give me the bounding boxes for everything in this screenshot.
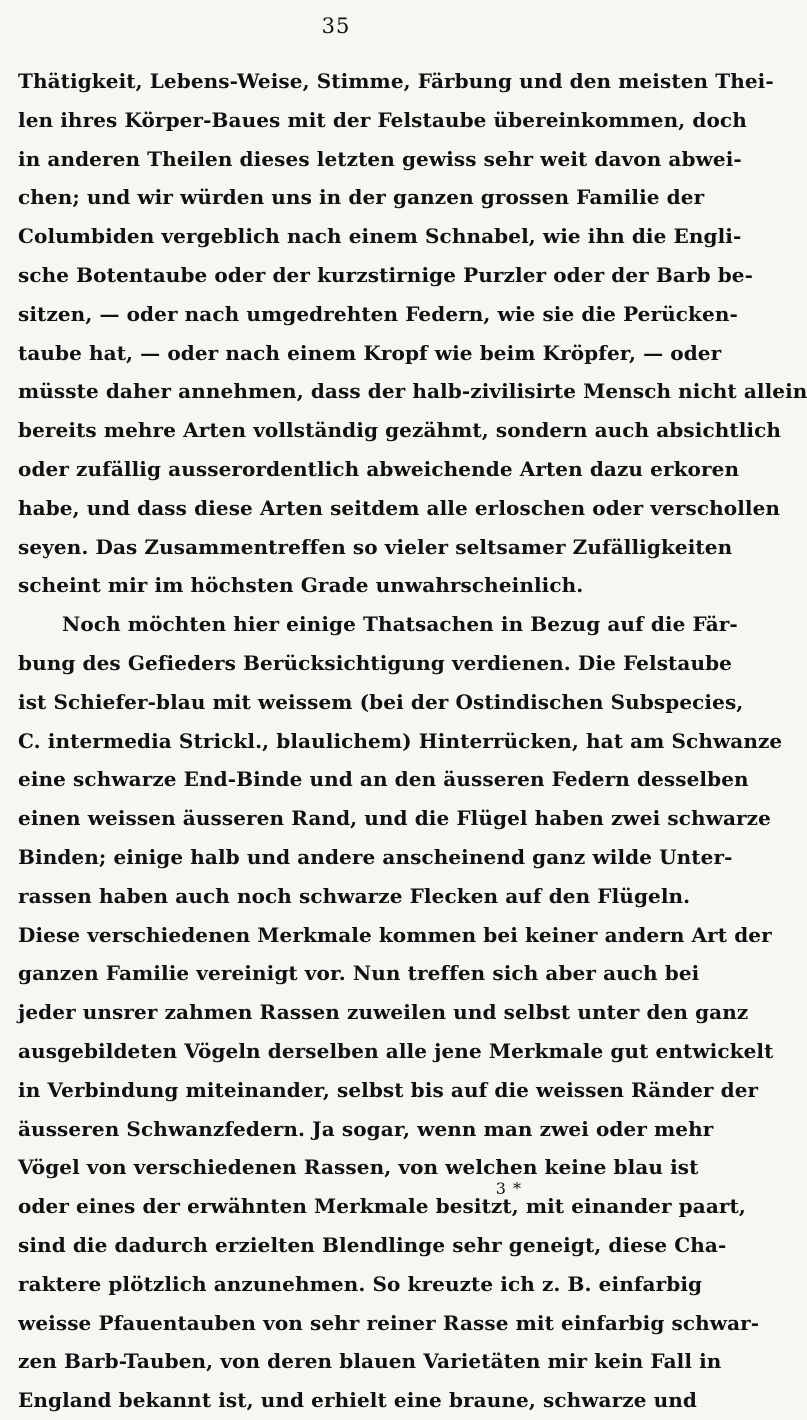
text-line: taube hat, — oder nach einem Kropf wie beim Kröpfer, — oder <box>18 340 722 365</box>
text-line: müsste daher annehmen, dass der halb-zivilisirte Mensch nicht allein <box>18 379 807 404</box>
text-line: rassen haben auch noch schwarze Flecken auf den Flügeln. <box>18 883 691 908</box>
text-line: seyen. Das Zusammentreffen so vieler seltsamer Zufälligkeiten <box>18 534 733 559</box>
text-line: bereits mehre Arten vollständig gezähmt, sondern auch absichtlich <box>18 418 782 443</box>
text-line: weisse Pfauentauben von sehr reiner Rasse mit einfarbig schwar- <box>18 1310 760 1335</box>
text-line: sitzen, — oder nach umgedrehten Federn, wie sie die Perücken- <box>18 301 738 326</box>
text-line: Diese verschiedenen Merkmale kommen bei keiner andern Art der <box>18 922 772 947</box>
text-line: len ihres Körper-Baues mit der Felstaube übereinkommen, doch <box>18 107 747 132</box>
text-line: Columbiden vergeblich nach einem Schnabel, wie ihn die Engli- <box>18 224 742 249</box>
text-line: raktere plötzlich anzunehmen. So kreuzte ich z. B. einfarbig <box>18 1271 703 1296</box>
text-line: scheint mir im höchsten Grade unwahrscheinlich. <box>18 573 584 598</box>
text-line: einen weissen äusseren Rand, und die Flügel haben zwei schwarze <box>18 806 771 831</box>
text-line: sind die dadurch erzielten Blendlinge sehr geneigt, diese Cha- <box>18 1232 727 1257</box>
signature-mark: 3 * <box>495 1179 522 1198</box>
text-line: ganzen Familie vereinigt vor. Nun treffen sich aber auch bei <box>18 961 700 986</box>
text-line: Binden; einige halb und andere anscheinend ganz wilde Unter- <box>18 844 733 869</box>
text-line: bung des Gefieders Berücksichtigung verdienen. Die Felstaube <box>18 650 732 675</box>
text-line: ist Schiefer-blau mit weissem (bei der Ostindischen Subspecies, <box>18 689 744 714</box>
text-line: in Verbindung miteinander, selbst bis auf die weissen Ränder der <box>18 1077 759 1102</box>
text-line: in anderen Theilen dieses letzten gewiss sehr weit davon abwei- <box>18 146 742 171</box>
page-number: 35 <box>321 14 351 38</box>
text-line: Vögel von verschiedenen Rassen, von welchen keine blau ist <box>18 1155 699 1180</box>
text-line: chen; und wir würden uns in der ganzen grossen Familie der <box>18 185 705 210</box>
text-line: zen Barb-Tauben, von deren blauen Varietäten mir kein Fall in <box>18 1349 722 1374</box>
text-line: eine schwarze End-Binde und an den äusseren Federn desselben <box>18 767 749 792</box>
text-line: Noch möchten hier einige Thatsachen in Bezug auf die Fär- <box>62 612 738 637</box>
text-line: jeder unsrer zahmen Rassen zuweilen und selbst unter den ganz <box>18 1000 749 1025</box>
text-line: England bekannt ist, und erhielt eine braune, schwarze und <box>18 1388 697 1413</box>
text-line: sche Botentaube oder der kurzstirnige Purzler oder der Barb be- <box>18 262 754 287</box>
text-line: habe, und dass diese Arten seitdem alle erloschen oder verschollen <box>18 495 781 520</box>
text-line: Thätigkeit, Lebens-Weise, Stimme, Färbung und den meisten Thei- <box>18 69 774 93</box>
text-line: oder eines der erwähnten Merkmale besitzt, mit einander paart, <box>18 1194 746 1219</box>
text-line: oder zufällig ausserordentlich abweichende Arten dazu erkoren <box>18 456 740 481</box>
body-text <box>18 62 807 1420</box>
text-line: ausgebildeten Vögeln derselben alle jene Merkmale gut entwickelt <box>18 1038 774 1063</box>
text-line: äusseren Schwanzfedern. Ja sogar, wenn man zwei oder mehr <box>18 1116 714 1141</box>
text-line: C. intermedia Strickl., blaulichem) Hinterrücken, hat am Schwanze <box>18 728 783 753</box>
